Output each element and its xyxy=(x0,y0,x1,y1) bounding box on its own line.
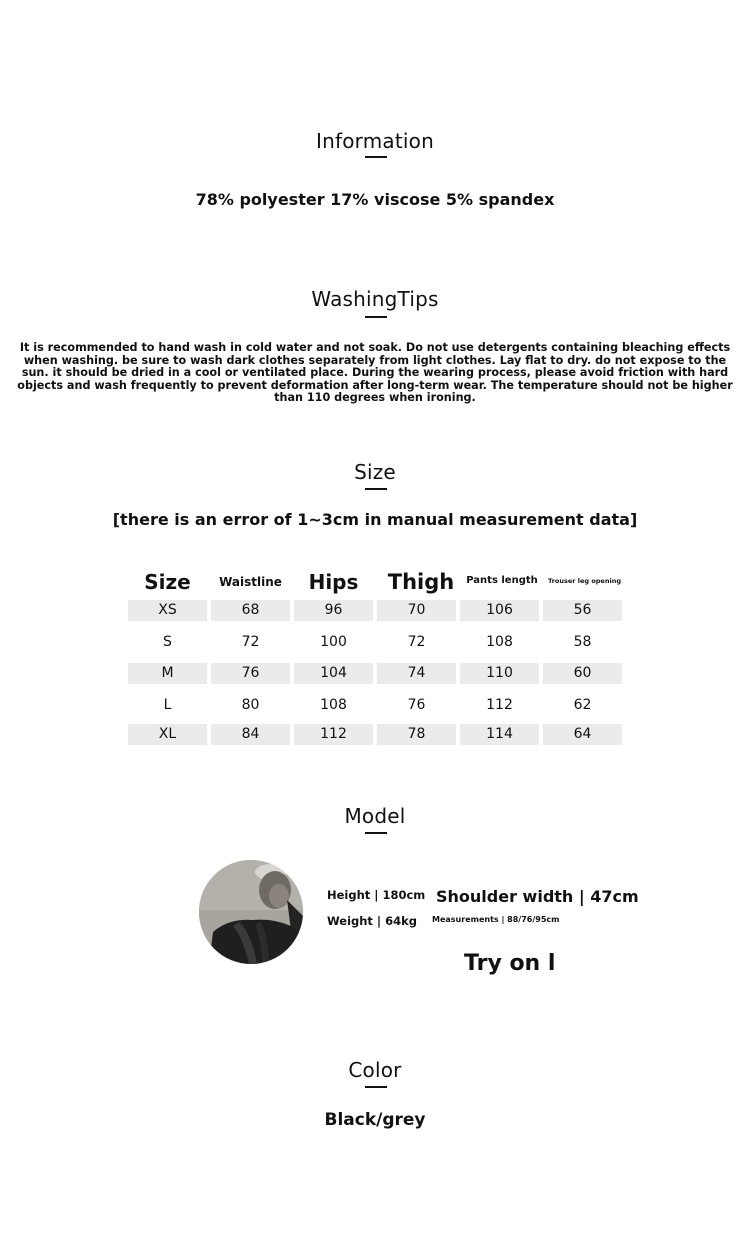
table-cell: 112 xyxy=(486,697,513,713)
table-cell: 76 xyxy=(407,697,426,713)
size-underline xyxy=(365,488,387,490)
table-cell: 106 xyxy=(460,600,539,621)
model-height: Height | 180cm xyxy=(327,888,426,902)
table-cell: 112 xyxy=(294,724,373,745)
table-cell: 72 xyxy=(407,634,426,650)
table-cell: L xyxy=(163,697,172,713)
header-size: Size xyxy=(144,570,191,594)
model-photo-icon xyxy=(199,860,303,964)
model-shoulder-width: Shoulder width | 47cm xyxy=(436,887,639,906)
model-weight: Weight | 64kg xyxy=(327,914,418,928)
table-cell: 70 xyxy=(377,600,456,621)
table-cell: 96 xyxy=(294,600,373,621)
washing-underline xyxy=(365,316,387,318)
measurement-note: [there is an error of 1~3cm in manual measurement data] xyxy=(112,510,638,529)
table-cell: M xyxy=(128,663,207,684)
washing-text: It is recommended to hand wash in cold water and not soak. Do not use detergents containing bleaching effects when washing. be sure to wash dark clothes separately from light clothes. Lay flat to dry. do not expose to the sun. it should be dried in a cool or ventilated place. During the wearing process, please avoid friction with hard objects and wash frequently to prevent deformation after long-term wear. The temperature should not be higher than 110 degrees when ironing. xyxy=(17,341,733,405)
table-cell: 64 xyxy=(543,724,622,745)
table-cell: 68 xyxy=(211,600,290,621)
table-cell: 76 xyxy=(211,663,290,684)
table-cell: 108 xyxy=(320,697,347,713)
color-title: Color xyxy=(348,1058,402,1082)
model-measurements: Measurements | 88/76/95cm xyxy=(432,915,560,924)
try-on-size: Try on l xyxy=(464,951,556,976)
table-cell: 80 xyxy=(241,697,260,713)
model-underline xyxy=(365,832,387,834)
table-cell: 84 xyxy=(211,724,290,745)
model-title: Model xyxy=(344,804,406,828)
information-underline xyxy=(365,156,387,158)
table-cell: 72 xyxy=(241,634,260,650)
table-cell: S xyxy=(163,634,172,650)
washing-title: WashingTips xyxy=(311,287,439,311)
table-cell: XL xyxy=(128,724,207,745)
table-cell: 104 xyxy=(294,663,373,684)
header-thigh: Thigh xyxy=(387,570,455,594)
table-cell: 74 xyxy=(377,663,456,684)
table-cell: 60 xyxy=(543,663,622,684)
header-pants-length: Pants length xyxy=(466,575,538,586)
header-waistline: Waistline xyxy=(219,575,282,589)
table-cell: 58 xyxy=(573,634,592,650)
table-cell: 100 xyxy=(320,634,347,650)
table-cell: 78 xyxy=(377,724,456,745)
table-cell: 110 xyxy=(460,663,539,684)
table-cell: 62 xyxy=(573,697,592,713)
size-title: Size xyxy=(354,460,396,484)
color-underline xyxy=(365,1086,387,1088)
color-value: Black/grey xyxy=(324,1110,426,1130)
information-title: Information xyxy=(316,129,434,153)
header-hips: Hips xyxy=(308,570,359,594)
table-cell: 108 xyxy=(486,634,513,650)
table-cell: 114 xyxy=(460,724,539,745)
table-cell: XS xyxy=(128,600,207,621)
header-trouser-leg-opening: Trouser leg opening xyxy=(548,577,621,585)
table-cell: 56 xyxy=(543,600,622,621)
composition-text: 78% polyester 17% viscose 5% spandex xyxy=(195,190,555,209)
model-avatar xyxy=(199,860,303,964)
